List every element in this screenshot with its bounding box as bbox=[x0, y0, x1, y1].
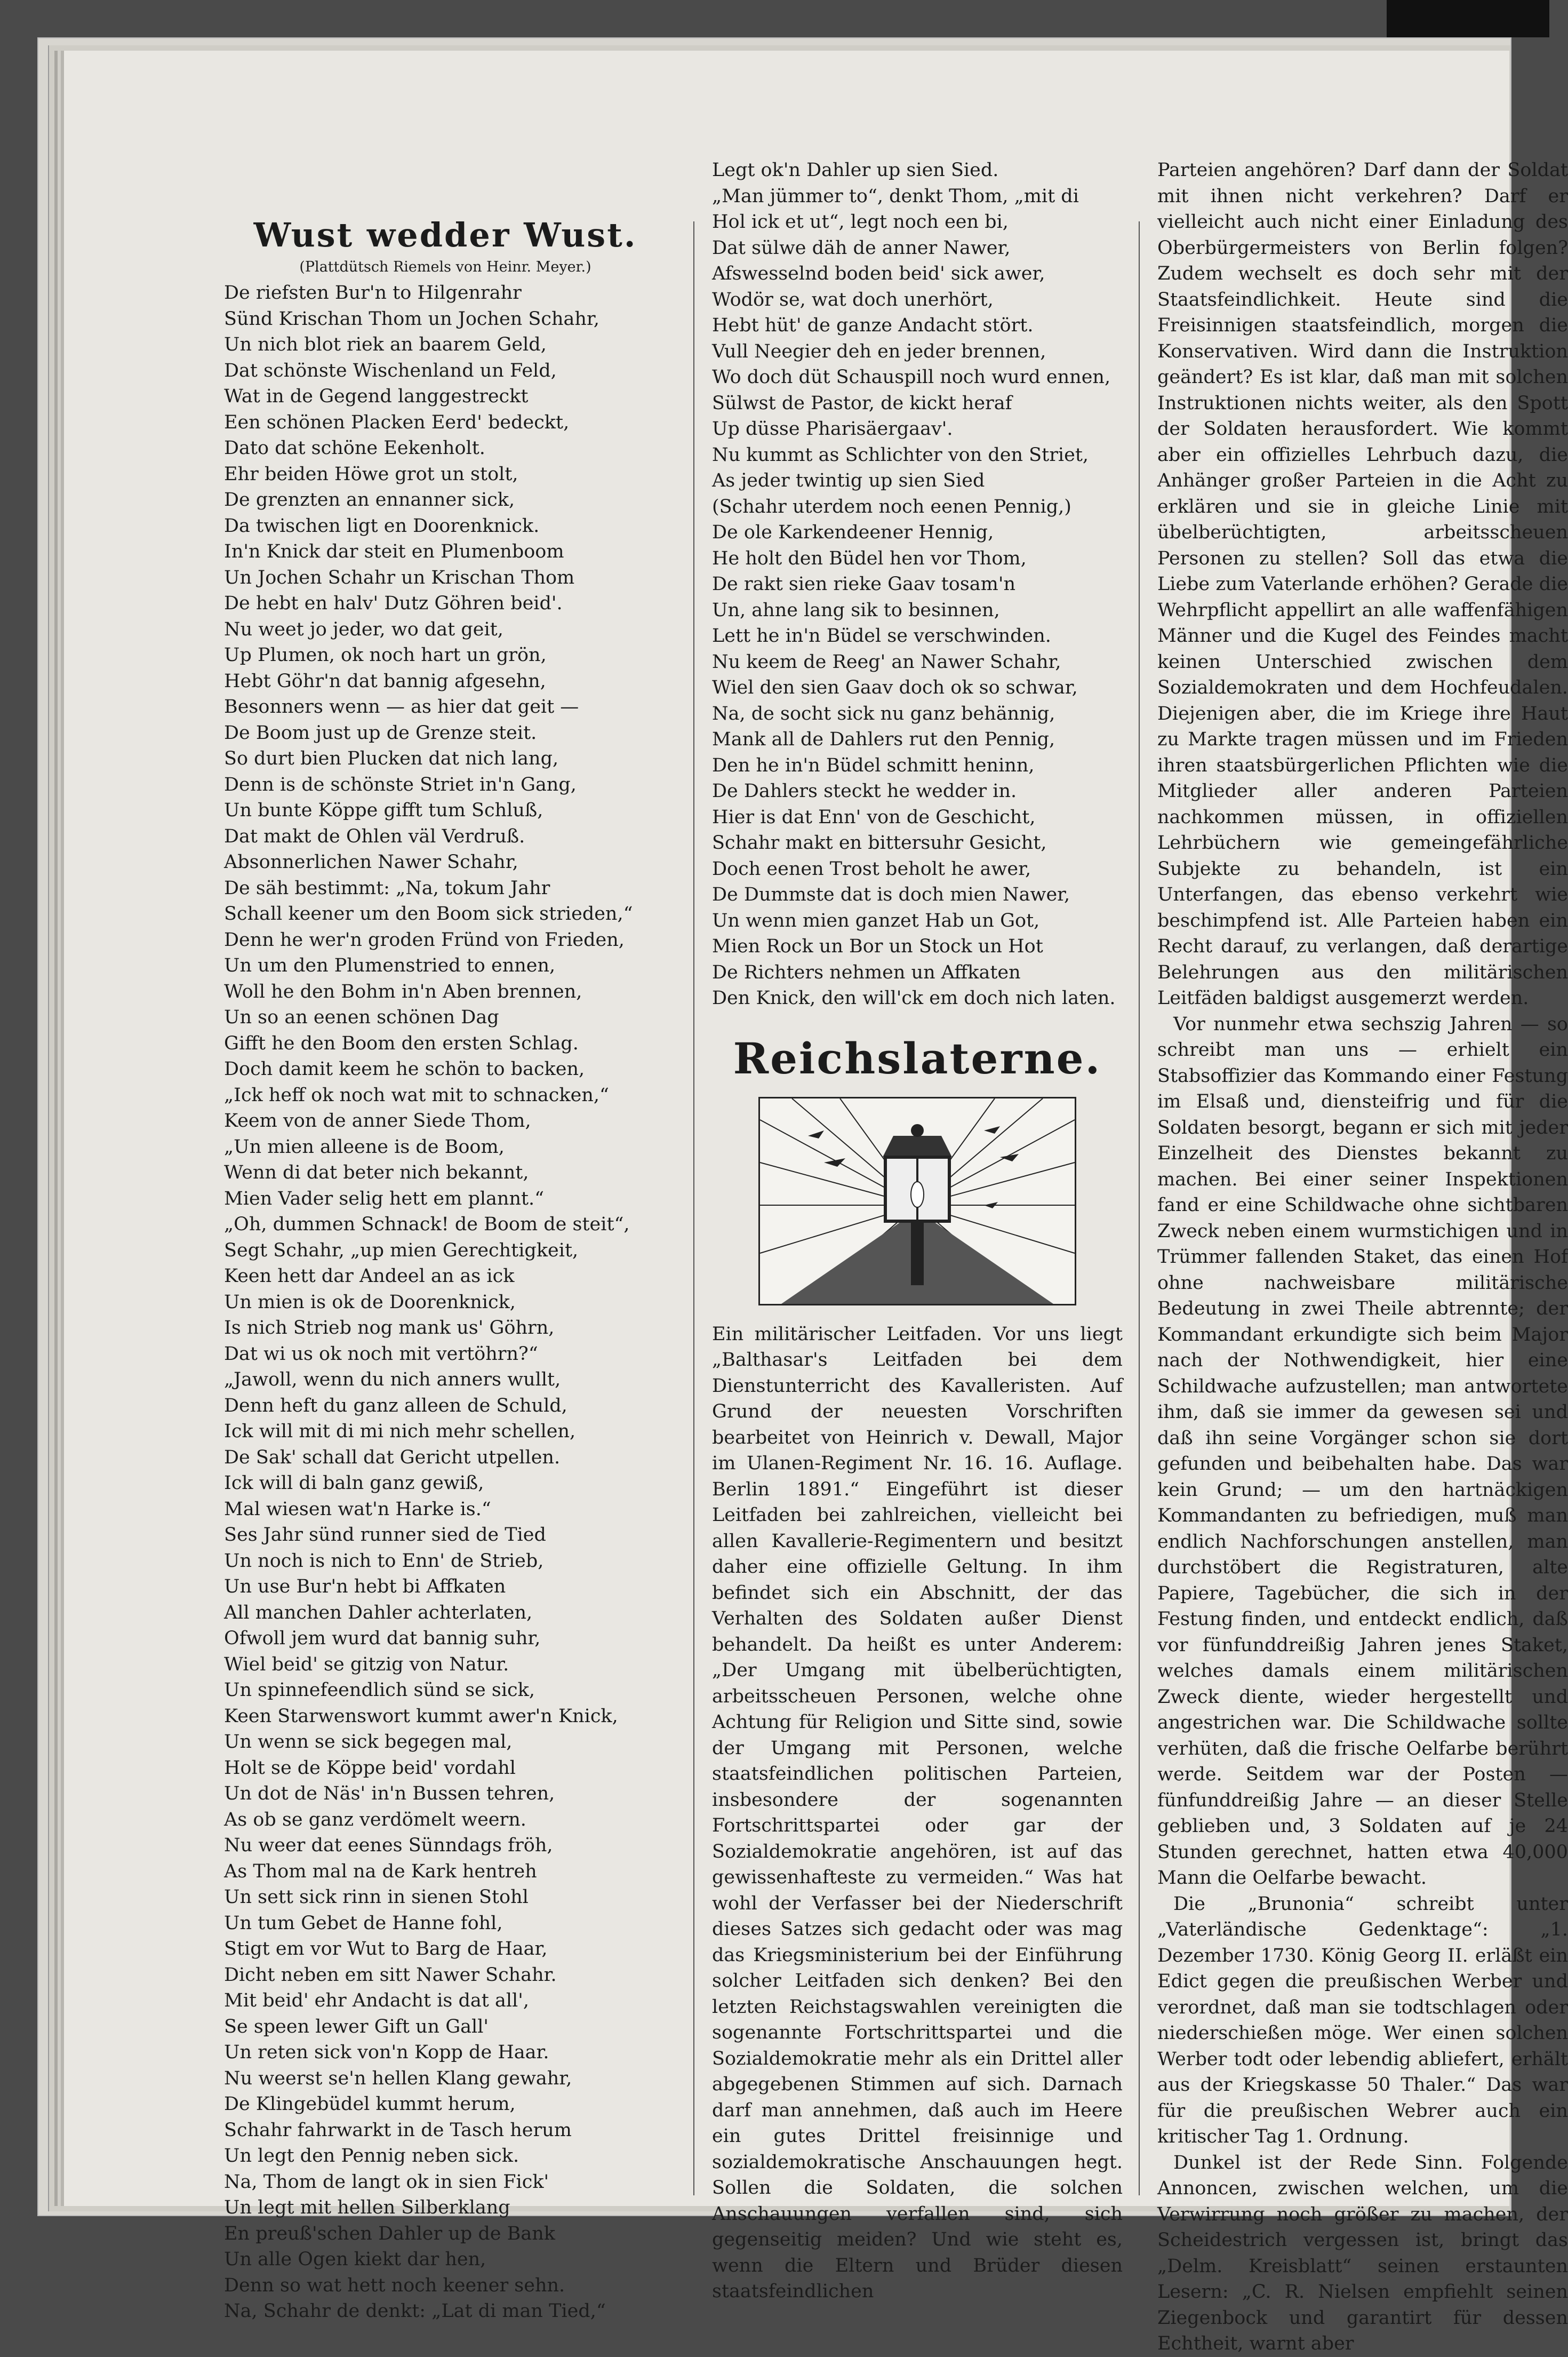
poem-line: Keem von de anner Siede Thom, bbox=[224, 1110, 531, 1132]
poem-line: Un, ahne lang sik to besinnen, bbox=[712, 599, 1000, 621]
poem-lines bbox=[224, 280, 667, 2324]
poem-line: Lett he in'n Büdel se verschwinden. bbox=[712, 625, 1051, 647]
poem-line: Denn heft du ganz alleen de Schuld, bbox=[224, 1395, 567, 1416]
poem-line: Besonners wenn — as hier dat geit — bbox=[224, 696, 579, 718]
poem-line: Schahr fahrwarkt in de Tasch herum bbox=[224, 2119, 572, 2141]
article-paragraph: Die „Brunonia“ schreibt unter „Vaterländische Gedenktage“: „1. Dezember 1730. König Georg II. erläßt ein Edict gegen die preußischen Werber und verordnet, daß man sie todtschlagen oder niederschießen möge. Wer einen solchen Werber todt oder lebendig abliefert, erhält aus der Kriegskasse 50 Thaler.“ Das war für die preußischen Webrer auch ein kritischer Tag 1. Ordnung. bbox=[1157, 1893, 1568, 2147]
poem-line: Un mien is ok de Doorenknick, bbox=[224, 1291, 516, 1313]
poem-line: Nu keem de Reeg' an Nawer Schahr, bbox=[712, 651, 1061, 673]
poem-line: Wiel den sien Gaav doch ok so schwar, bbox=[712, 677, 1078, 698]
poem-line: De Dahlers steckt he wedder in. bbox=[712, 781, 1017, 802]
poem-line: Vull Neegier deh en jeder brennen, bbox=[712, 340, 1046, 362]
poem-line: De hebt en halv' Dutz Göhren beid'. bbox=[224, 593, 563, 614]
poem-line: As ob se ganz verdömelt weern. bbox=[224, 1809, 526, 1830]
poem-line: Sülwst de Pastor, de kickt heraf bbox=[712, 392, 1012, 414]
poem-line: Ick will di baln ganz gewiß, bbox=[224, 1472, 484, 1494]
poem-line: Holt se de Köppe beid' vordahl bbox=[224, 1757, 516, 1779]
poem-line: Un legt den Pennig neben sick. bbox=[224, 2145, 519, 2167]
poem-line: Un tum Gebet de Hanne fohl, bbox=[224, 1912, 503, 1934]
poem-line: Legt ok'n Dahler up sien Sied. bbox=[712, 160, 999, 181]
poem-line: Un nich blot riek an baarem Geld, bbox=[224, 334, 547, 355]
poem-line: Un sett sick rinn in sienen Stohl bbox=[224, 1886, 529, 1908]
poem-line: Nu weer dat eenes Sünndags fröh, bbox=[224, 1835, 553, 1856]
poem-line: Un noch is nich to Enn' de Strieb, bbox=[224, 1550, 544, 1572]
poem-line: Mal wiesen wat'n Harke is.“ bbox=[224, 1498, 491, 1520]
article-paragraph: Vor nunmehr etwa sechszig Jahren — so schreibt man uns — erhielt ein Stabsoffizier das Kommando einer Festung im Elsaß und, diensteifrig und für die Soldaten besorgt, begann er sich mit jeder Einzelheit des Dienstes bekannt zu machen. Bei einer seiner Inspektionen fand er eine Schildwache ohne sichtbaren Zweck neben einem wurmstichigen und in Trümmer fallenden Staket, das einen Hof ohne nachweisbare militärische Bedeutung in zwei Theile abtrennte; der Kommandant erkundigte sich beim Major nach der Nothwendigkeit, hier eine Schildwache aufzustellen; man antwortete ihm, daß sie immer da gewesen sei und daß ihn seine Vorgänger schon sie dort gefunden und beibehalten habe. Das war kein Grund; — um den hartnäckigen Kommandanten zu befriedigen, muß man endlich Nachforschungen anstellen, man durchstöbert die Registraturen, alte Papiere, Tagebücher, die sich in der Festung finden, und entdeckt endlich, daß vor fünfunddreißig Jahren jenes Staket, welches damals einem militärischen Zweck diente, wieder hergestellt und angestrichen war. Die Schildwache sollte verhüten, daß die frische Oelfarbe berührt werde. Seitdem war der Posten — fünfunddreißig Jahre — an dieser Stelle geblieben und, 3 Soldaten auf je 24 Stunden gerechnet, hatten etwa 40,000 Mann die Oelfarbe bewacht. bbox=[1157, 1013, 1568, 1889]
poem-line: As Thom mal na de Kark hentreh bbox=[224, 1860, 537, 1882]
poem-line: Woll he den Bohm in'n Aben brennen, bbox=[224, 981, 582, 1002]
article-text bbox=[712, 1321, 1123, 2305]
poem-line: Un wenn mien ganzet Hab un Got, bbox=[712, 910, 1040, 931]
poem-line: Hebt hüt' de ganze Andacht stört. bbox=[712, 315, 1034, 336]
section-title: Reichslaterne. bbox=[733, 1033, 1102, 1084]
poem-line: Up Plumen, ok noch hart un grön, bbox=[224, 644, 547, 666]
poem-line: Schall keener um den Boom sick strieden,“ bbox=[224, 903, 633, 925]
poem-line: De grenzten an ennanner sick, bbox=[224, 489, 515, 511]
poem-line: Segt Schahr, „up mien Gerechtigkeit, bbox=[224, 1239, 579, 1261]
poem-line: Sünd Krischan Thom un Jochen Schahr, bbox=[224, 308, 599, 330]
poem-line: Denn is de schönste Striet in'n Gang, bbox=[224, 774, 577, 795]
poem-line: Un spinnefeendlich sünd se sick, bbox=[224, 1679, 535, 1701]
poem-line: Mit beid' ehr Andacht is dat all', bbox=[224, 1990, 529, 2011]
poem-line: Un alle Ogen kiekt dar hen, bbox=[224, 2249, 486, 2270]
poem-line: Wenn di dat beter nich bekannt, bbox=[224, 1162, 529, 1183]
poem-line: Un reten sick von'n Kopp de Haar. bbox=[224, 2042, 549, 2063]
poem-line: „Man jümmer to“, denkt Thom, „mit di bbox=[712, 185, 1079, 207]
poem-line: He holt den Büdel hen vor Thom, bbox=[712, 547, 1027, 569]
poem-line: Dat schönste Wischenland un Feld, bbox=[224, 360, 557, 381]
poem-line: In'n Knick dar steit en Plumenboom bbox=[224, 541, 564, 562]
poem-line: Se speen lewer Gift un Gall' bbox=[224, 2016, 489, 2037]
poem-line: Dat makt de Ohlen väl Verdruß. bbox=[224, 825, 525, 847]
poem-line: „Un mien alleene is de Boom, bbox=[224, 1136, 505, 1158]
poem-line: Hebt Göhr'n dat bannig afgesehn, bbox=[224, 670, 546, 692]
poem-line: De säh bestimmt: „Na, tokum Jahr bbox=[224, 877, 550, 899]
article-text-continued bbox=[1157, 157, 1568, 2357]
poem-line: De Dummste dat is doch mien Nawer, bbox=[712, 884, 1070, 905]
article-paragraph: Ein militärischer Leitfaden. Vor uns liegt „Balthasar's Leitfaden bei dem Dienstunterricht des Kavalleristen. Auf Grund der neuesten Vorschriften bearbeitet von Heinrich v. Dewall, Major im Ulanen-Regiment Nr. 16. 16. Auflage. Berlin 1891.“ Eingeführt ist dieser Leitfaden bei zahlreichen, vielleicht bei allen Kavallerie-Regimentern und besitzt daher eine offizielle Geltung. In ihm befindet sich ein Abschnitt, der das Verhalten des Soldaten außer Dienst behandelt. Da heißt es unter Anderem: „Der Umgang mit übelberüchtigten, arbeitsscheuen Personen, welche ohne Achtung für Religion und Sitte sind, sowie der Umgang mit Personen, welche staatsfeindlichen politischen Parteien, insbesondere der sogenannten Fortschrittspartei oder gar der Sozialdemokratie angehören, ist auf das gewissenhafteste zu vermeiden.“ Was hat wohl der Verfasser bei der Niederschrift dieses Satzes sich gedacht oder was mag das Kriegsministerium bei der Einführung solcher Leitfaden sich denken? Bei den letzten Reichstagswahlen vereinigten die sogenannte Fortschrittspartei und die Sozialdemokratie mehr als ein Drittel aller abgegebenen Stimmen auf sich. Darnach darf man annehmen, daß auch im Heere ein gutes Drittel freisinnige und sozialdemokratische Anschauungen hegt. Sollen die Soldaten, die solchen Anschauungen verfallen sind, sich gegenseitig meiden? Und wie steht es, wenn die Eltern und Brüder diesen staatsfeindlichen bbox=[712, 1323, 1123, 2302]
column-rule bbox=[693, 221, 694, 2195]
poem-line: Den he in'n Büdel schmitt heninn, bbox=[712, 754, 1035, 776]
article-paragraph: Dunkel ist der Rede Sinn. Folgende Annoncen, zwischen welchen, um die Verwirrung noch größer zu machen, der Scheidestrich vergessen ist, bringt das „Delm. Kreisblatt“ seinen erstaunten Lesern: „C. R. Nielsen empfiehlt seinen Ziegenbock und garantirt für dessen Echtheit, warnt aber bbox=[1157, 2152, 1568, 2354]
poem-line: De rakt sien rieke Gaav tosam'n bbox=[712, 574, 1016, 595]
poem-line: Na, Thom de langt ok in sien Fick' bbox=[224, 2171, 549, 2193]
poem-line: De Boom just up de Grenze steit. bbox=[224, 722, 537, 744]
poem-line: Un dot de Näs' in'n Bussen tehren, bbox=[224, 1783, 555, 1804]
poem-line: „Oh, dummen Schnack! de Boom de steit“, bbox=[224, 1214, 630, 1235]
poem-line: Mien Rock un Bor un Stock un Hot bbox=[712, 936, 1043, 957]
poem-line: Gifft he den Boom den ersten Schlag. bbox=[224, 1032, 579, 1054]
poem-line: Denn so wat hett noch keener sehn. bbox=[224, 2274, 565, 2296]
poem-line: Dato dat schöne Eekenholt. bbox=[224, 437, 485, 459]
poem-subtitle: (Plattdütsch Riemels von Heinr. Meyer.) bbox=[299, 259, 591, 275]
poem-line: Afswesselnd boden beid' sick awer, bbox=[712, 263, 1045, 284]
poem-line: Wat in de Gegend langgestreckt bbox=[224, 386, 529, 407]
poem-line: Up düsse Pharisäergaav'. bbox=[712, 418, 953, 440]
poem-line: „Jawoll, wenn du nich anners wullt, bbox=[224, 1369, 561, 1390]
article-paragraph: Parteien angehören? Darf dann der Soldat mit ihnen nicht verkehren? Darf er vielleicht auch nicht einer Einladung des Oberbürgermeisters von Berlin folgen? Zudem wechselt es doch sehr mit der Staatsfeindlichkeit. Heute sind die Freisinnigen staatsfeindlich, morgen die Konservativen. Wird dann die Instruktion geändert? Es ist klar, daß man mit solchen Instruktionen nichts weiter, als den Spott der Soldaten herausfordert. Wie kommt aber ein offizielles Lehrbuch dazu, die Anhänger großer Parteien in die Acht zu erklären und sie in gleiche Linie mit übelberüchtigten, arbeitsscheuen Personen zu stellen? Soll das etwa die Liebe zum Vaterlande erhöhen? Gerade die Wehrpflicht appellirt an alle waffenfähigen Männer und die Kugel des Feindes macht keinen Unterschied zwischen dem Sozialdemokraten und dem Hochfeudalen. Diejenigen aber, die im Kriege ihre Haut zu Markte tragen müssen und im Frieden ihren staatsbürgerlichen Pflichten wie die Mitglieder aller anderen Parteien nachkommen müssen, in offiziellen Lehrbüchern wie gemeingefährliche Subjekte zu behandeln, ist ein Unterfangen, das ebenso verkehrt wie beschimpfend ist. Alle Parteien haben ein Recht darauf, zu verlangen, daß derartige Belehrungen aus den militärischen Leitfäden baldigst ausgemerzt werden. bbox=[1157, 160, 1568, 1009]
poem-line: Un use Bur'n hebt bi Affkaten bbox=[224, 1576, 506, 1597]
column-1 bbox=[224, 157, 667, 2322]
poem-line: Hol ick et ut“, legt noch een bi, bbox=[712, 211, 1009, 233]
poem-line: Nu kummt as Schlichter von den Striet, bbox=[712, 444, 1089, 466]
poem-line: Un bunte Köppe gifft tum Schluß, bbox=[224, 800, 543, 821]
poem-line: Dat wi us ok noch mit vertöhrn?“ bbox=[224, 1343, 538, 1365]
poem-line: Hier is dat Enn' von de Geschicht, bbox=[712, 806, 1036, 828]
poem-line: Schahr makt en bittersuhr Gesicht, bbox=[712, 832, 1047, 854]
poem-line: Stigt em vor Wut to Barg de Haar, bbox=[224, 1938, 548, 1960]
poem-line: Ses Jahr sünd runner sied de Tied bbox=[224, 1524, 546, 1546]
poem-line: De Richters nehmen un Affkaten bbox=[712, 961, 1021, 983]
poem-line: Nu weerst se'n hellen Klang gewahr, bbox=[224, 2067, 572, 2089]
poem-line: De riefsten Bur'n to Hilgenrahr bbox=[224, 282, 522, 304]
poem-line: De ole Karkendeener Hennig, bbox=[712, 522, 994, 543]
poem-line: De Sak' schall dat Gericht utpellen. bbox=[224, 1446, 561, 1468]
lantern-illustration bbox=[758, 1097, 1076, 1305]
column-3 bbox=[1157, 157, 1568, 2354]
poem-line: Doch eenen Trost beholt he awer, bbox=[712, 858, 1031, 880]
poem-line: Un um den Plumenstried to ennen, bbox=[224, 955, 556, 976]
poem-line: All manchen Dahler achterlaten, bbox=[224, 1602, 533, 1623]
poem-line: Ick will mit di mi nich mehr schellen, bbox=[224, 1421, 576, 1442]
scanner-edge bbox=[1387, 0, 1549, 37]
poem-line: Ehr beiden Höwe grot un stolt, bbox=[224, 463, 518, 485]
poem-line: Wo doch düt Schauspill noch wurd ennen, bbox=[712, 367, 1111, 388]
poem-line: Denn he wer'n groden Fründ von Frieden, bbox=[224, 929, 625, 951]
poem-line: Keen Starwenswort kummt awer'n Knick, bbox=[224, 1705, 618, 1727]
poem-line: Wiel beid' se gitzig von Natur. bbox=[224, 1653, 509, 1675]
poem-line: As jeder twintig up sien Sied bbox=[712, 470, 985, 491]
poem-line: Wodör se, wat doch unerhört, bbox=[712, 289, 994, 310]
poem-line: Den Knick, den will'ck em doch nich laten. bbox=[712, 988, 1116, 1009]
poem-line: Absonnerlichen Nawer Schahr, bbox=[224, 851, 518, 873]
poem-title: Wust wedder Wust. bbox=[253, 216, 637, 254]
poem-lines-continued bbox=[712, 157, 1123, 1012]
poem-line: Dicht neben em sitt Nawer Schahr. bbox=[224, 1964, 557, 1986]
poem-line: Un so an eenen schönen Dag bbox=[224, 1007, 499, 1028]
column-2 bbox=[712, 157, 1123, 2302]
poem-line: „Ick heff ok noch wat mit to schnacken,“ bbox=[224, 1084, 609, 1106]
poem-line: Da twischen ligt en Doorenknick. bbox=[224, 515, 540, 537]
poem-line: Na, Schahr de denkt: „Lat di man Tied,“ bbox=[224, 2300, 606, 2322]
poem-line: Een schönen Placken Eerd' bedeckt, bbox=[224, 411, 570, 433]
poem-line: Keen hett dar Andeel an as ick bbox=[224, 1265, 515, 1287]
poem-line: Dat sülwe däh de anner Nawer, bbox=[712, 237, 1011, 259]
poem-line: (Schahr uterdem noch eenen Pennig,) bbox=[712, 496, 1071, 517]
poem-line: Ofwoll jem wurd dat bannig suhr, bbox=[224, 1628, 541, 1649]
poem-line: Un wenn se sick begegen mal, bbox=[224, 1731, 513, 1753]
poem-line: Un legt mit hellen Silberklang bbox=[224, 2197, 510, 2218]
poem-line: So durt bien Plucken dat nich lang, bbox=[224, 748, 559, 769]
lantern-icon bbox=[760, 1098, 1075, 1304]
poem-line: Doch damit keem he schön to backen, bbox=[224, 1058, 585, 1080]
poem-line: Nu weet jo jeder, wo dat geit, bbox=[224, 618, 503, 640]
poem-line: De Klingebüdel kummt herum, bbox=[224, 2093, 516, 2115]
poem-line: Un Jochen Schahr un Krischan Thom bbox=[224, 567, 575, 588]
poem-line: En preuß'schen Dahler up de Bank bbox=[224, 2223, 555, 2244]
poem-line: Na, de socht sick nu ganz behännig, bbox=[712, 703, 1055, 724]
newspaper-page bbox=[64, 51, 1568, 2354]
column-rule bbox=[1139, 221, 1140, 2195]
poem-line: Mien Vader selig hett em plannt.“ bbox=[224, 1188, 545, 1209]
poem-line: Is nich Strieb nog mank us' Göhrn, bbox=[224, 1317, 555, 1339]
poem-line: Mank all de Dahlers rut den Pennig, bbox=[712, 729, 1055, 750]
